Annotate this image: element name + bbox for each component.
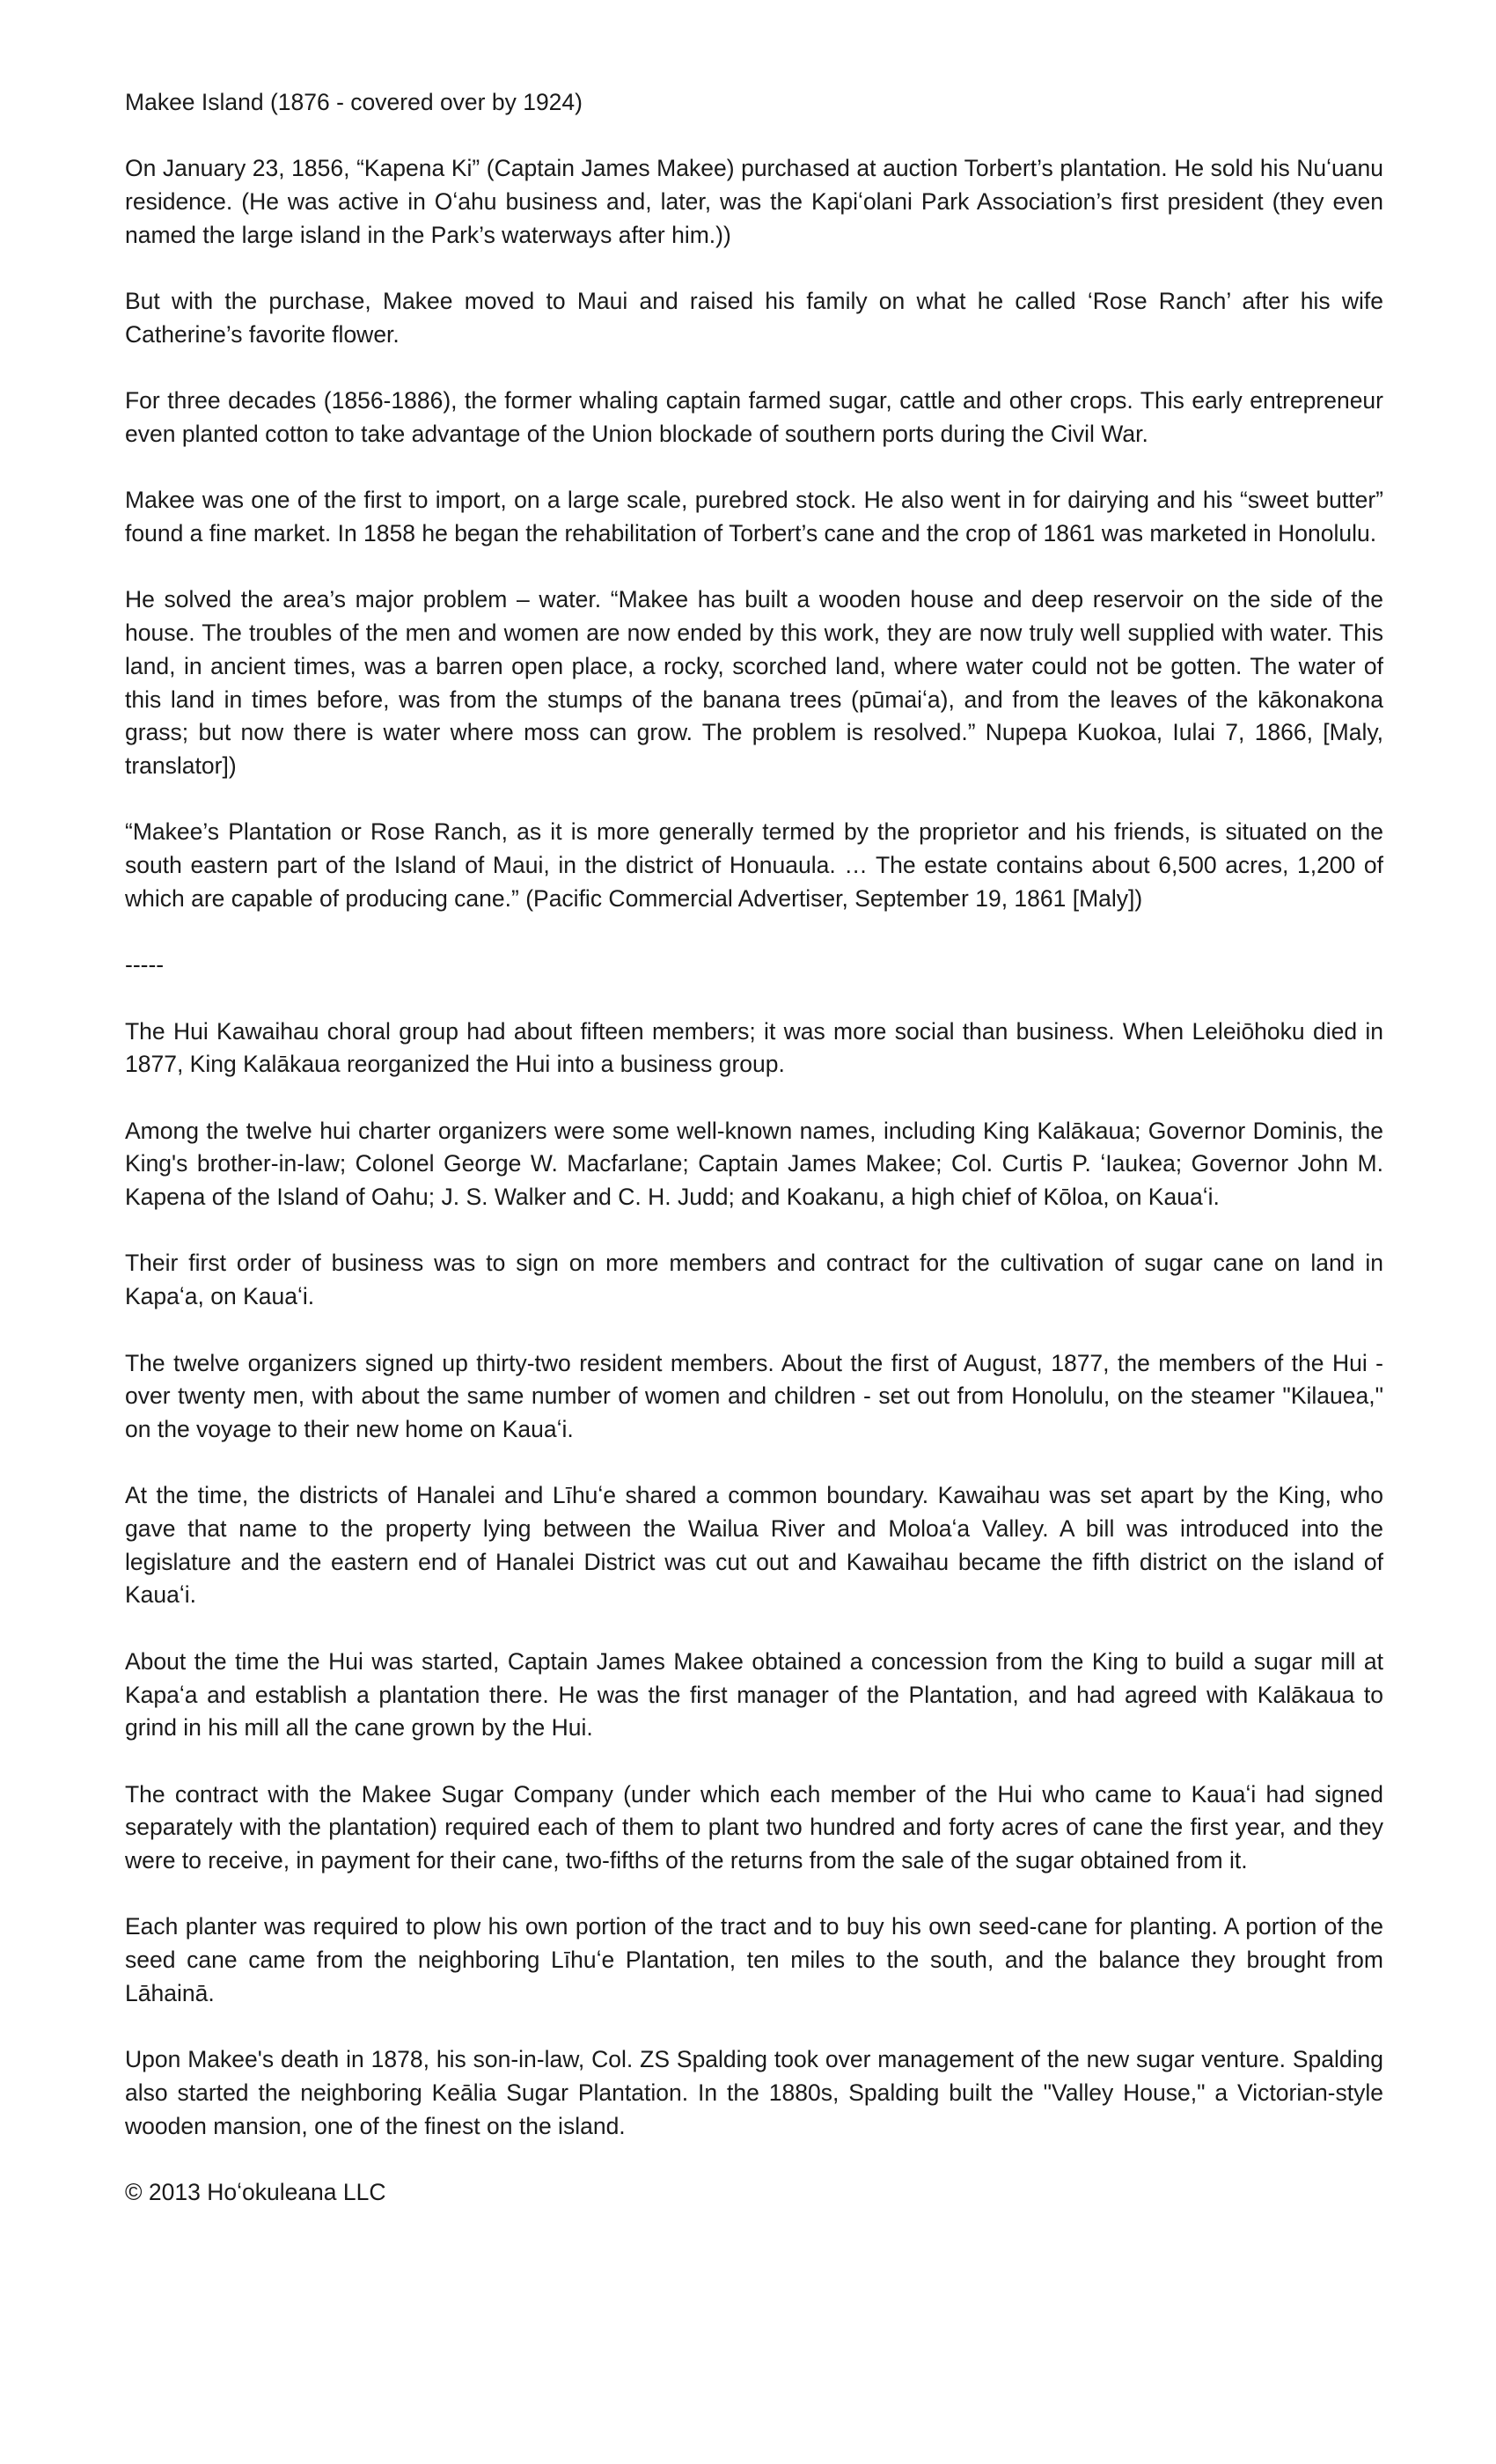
copyright-notice: © 2013 Hoʻokuleana LLC <box>125 2179 386 2206</box>
paragraph-advertiser-quote: “Makee’s Plantation or Rose Ranch, as it is more generally termed by the proprietor and his friends, is situated on the south eastern part of the Island of Maui, in the district of Honuaula. … The estate contains about 6,500 acres, 1,200 of which are capable of producing cane.” (Pacific Commercial Advertiser, September 19, 1861 [Maly]) <box>125 818 1383 912</box>
paragraph-spalding: Upon Makee's death in 1878, his son-in-law, Col. ZS Spalding took over management of the new sugar venture. Spalding also started the neighboring Keālia Sugar Plantation. In the 1880s, Spalding built the "Valley House," a Victorian-style wooden mansion, one of the finest on the island. <box>125 2046 1383 2139</box>
document-title: Makee Island (1876 - covered over by 1924) <box>125 89 583 115</box>
paragraph-rose-ranch: But with the purchase, Makee moved to Maui and raised his family on what he called ‘Rose Ranch’ after his wife Catherine’s favorite flower. <box>125 288 1383 348</box>
paragraph-first-order: Their first order of business was to sign on more members and contract for the cultivation of sugar cane on land in Kapaʻa, on Kauaʻi. <box>125 1250 1383 1310</box>
paragraph-resident-members: The twelve organizers signed up thirty-two resident members. About the first of August, 1877, the members of the Hui - over twenty men, with about the same number of women and children - set out from Honolulu, on the steamer "Kilauea," on the voyage to their new home on Kauaʻi. <box>125 1349 1383 1442</box>
paragraph-sugar-mill: About the time the Hui was started, Captain James Makee obtained a concession from the King to build a sugar mill at Kapaʻa and establish a plantation there. He was the first manager of the Plantation, and had agreed with Kalākaua to grind in his mill all the cane grown by the Hui. <box>125 1647 1383 1742</box>
section-separator: ----- <box>125 951 165 979</box>
paragraph-three-decades: For three decades (1856-1886), the former whaling captain farmed sugar, cattle and other crops. This early entrepreneur even planted cotton to take advantage of the Union blockade of southern ports during the Civil War. <box>125 387 1383 447</box>
paragraph-hui-kawaihau: The Hui Kawaihau choral group had about fifteen members; it was more social than business. When Leleiōhoku died in 1877, King Kalākaua reorganized the Hui into a business group. <box>125 1017 1383 1078</box>
paragraph-purebred-stock: Makee was one of the first to import, on a large scale, purebred stock. He also went in for dairying and his “sweet butter” found a fine market. In 1858 he began the rehabilitation of Torbert’s cane and the crop of 1861 was marketed in Honolulu. <box>125 487 1383 547</box>
paragraph-districts: At the time, the districts of Hanalei and Līhuʻe shared a common boundary. Kawaihau was set apart by the King, who gave that name to the property lying between the Wailua River and Moloaʻa Valley. A bill was introduced into the legislature and the eastern end of Hanalei District was cut out and Kawaihau became the fifth district on the island of Kauaʻi. <box>125 1482 1383 1609</box>
document-page <box>125 86 1383 2210</box>
paragraph-seed-cane: Each planter was required to plow his own portion of the tract and to buy his own seed-cane for planting. A portion of the seed cane came from the neighboring Līhuʻe Plantation, ten miles to the south, and the balance they brought from Lāhainā. <box>125 1913 1383 2006</box>
paragraph-contract: The contract with the Makee Sugar Company (under which each member of the Hui who came to Kauaʻi had signed separately with the plantation) required each of them to plant two hundred and forty acres of cane the first year, and they were to receive, in payment for their cane, two-fifths of the returns from the sale of the sugar obtained from it. <box>125 1780 1383 1874</box>
paragraph-charter-organizers: Among the twelve hui charter organizers were some well-known names, including King Kalākaua; Governor Dominis, the King's brother-in-law; Colonel George W. Macfarlane; Captain James Makee; Col. Curtis P. ʻIaukea; Governor John M. Kapena of the Island of Oahu; J. S. Walker and C. H. Judd; and Koakanu, a high chief of Kōloa, on Kauaʻi. <box>125 1117 1383 1211</box>
paragraph-water-problem: He solved the area’s major problem – water. “Makee has built a wooden house and deep reservoir on the side of the house. The troubles of the men and women are now ended by this work, they are now truly well supplied with water. This land, in ancient times, was a barren open place, a rocky, scorched land, where water could not be gotten. The water of this land in times before, was from the stumps of the banana trees (pūmaiʻa), and from the leaves of the kākonakona grass; but now there is water where moss can grow. The problem is resolved.” Nupepa Kuokoa, Iulai 7, 1866, [Maly, translator]) <box>125 586 1383 779</box>
paragraph-purchase: On January 23, 1856, “Kapena Ki” (Captain James Makee) purchased at auction Torbert’s plantation. He sold his Nuʻuanu residence. (He was active in Oʻahu business and, later, was the Kapiʻolani Park Association’s first president (they even named the large island in the Park’s waterways after him.)) <box>125 155 1383 248</box>
